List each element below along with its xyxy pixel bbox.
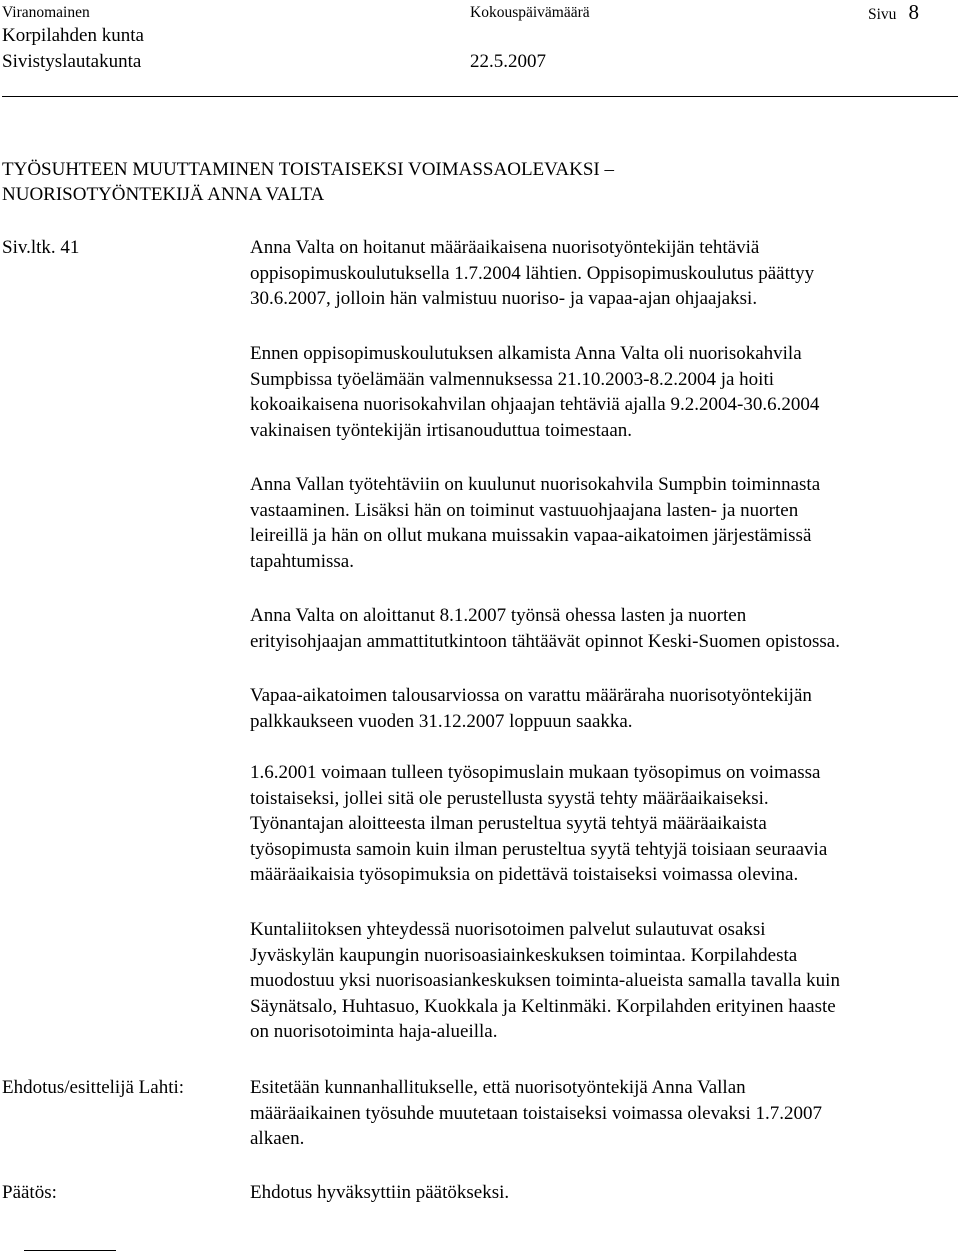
decision-label: Päätös: — [2, 1182, 57, 1203]
paragraph-line: määräaikaisia työsopimuksia on pidettävä toistaiseksi voimassa olevina. — [250, 864, 799, 886]
header-authority: Korpilahden kunta — [2, 25, 144, 46]
paragraph-line: Vapaa-aikatoimen talousarviossa on varattu määräraha nuorisotyöntekijän — [250, 685, 812, 706]
proposal-line: alkaen. — [250, 1128, 305, 1150]
paragraph-line: työsopimusta samoin kuin ilman perusteltua syytä tehtyjä toisiaan seuraavia — [250, 838, 828, 860]
item-title — [2, 157, 614, 207]
header-committee: Sivistyslautakunta — [2, 51, 142, 72]
paragraph-line: muodostuu yksi nuorisoasiankeskuksen toiminta-alueista samalla tavalla kuin — [250, 970, 840, 992]
paragraph-line: toistaiseksi, jollei sitä ole perustellusta syystä tehty määräaikaiseksi. — [250, 787, 769, 809]
section-reference: Siv.ltk. 41 — [2, 237, 80, 258]
paragraph-line: vakinaisen työntekijän irtisanouduttua toimestaan. — [250, 419, 633, 441]
paragraph-line: 30.6.2007, jolloin hän valmistuu nuoriso- ja vapaa-ajan ohjaajaksi. — [250, 288, 758, 310]
paragraph-line: Ennen oppisopimuskoulutuksen alkamista Anna Valta oli nuorisokahvila — [250, 343, 802, 364]
paragraph-7 — [250, 917, 958, 1045]
decision-line: Ehdotus hyväksyttiin päätökseksi. — [250, 1182, 510, 1203]
paragraph-line: tapahtumissa. — [250, 550, 354, 572]
paragraph-line: Säynätsalo, Huhtasuo, Kuokkala ja Keltinmäki. Korpilahden erityinen haaste — [250, 995, 836, 1017]
paragraph-6 — [250, 760, 958, 888]
paragraph-line: vastaaminen. Lisäksi hän on toiminut vastuuohjaajana lasten- ja nuorten — [250, 499, 799, 521]
paragraph-line: Työnantajan aloitteesta ilman perusteltua syytä tehtyä määräaikaista — [250, 813, 767, 835]
paragraph-5 — [250, 683, 958, 734]
page-label: Sivu — [868, 6, 897, 23]
paragraph-line: leireillä ja hän on ollut mukana muissakin vapaa-aikatoimen järjestämissä — [250, 525, 812, 547]
paragraph-line: 1.6.2001 voimaan tulleen työsopimuslain mukaan työsopimus on voimassa — [250, 762, 821, 783]
proposal-text — [250, 1075, 958, 1152]
header-divider — [2, 96, 958, 97]
paragraph-line: Jyväskylän kaupungin nuorisoasiainkeskuksen toimintaa. Korpilahdesta — [250, 944, 798, 966]
proposal-line: määräaikainen työsuhde muutetaan toistaiseksi voimassa olevaksi 1.7.2007 — [250, 1102, 822, 1124]
title-line-2: NUORISOTYÖNTEKIJÄ ANNA VALTA — [2, 184, 325, 205]
header-page — [868, 0, 919, 25]
paragraph-line: Sumpbissa työelämään valmennuksessa 21.10.2003-8.2.2004 ja hoiti — [250, 368, 775, 390]
paragraph-line: Anna Vallan työtehtäviin on kuulunut nuorisokahvila Sumpbin toiminnasta — [250, 474, 821, 495]
page-number: 8 — [908, 0, 919, 24]
paragraph-line: Anna Valta on aloittanut 8.1.2007 työnsä ohessa lasten ja nuorten — [250, 605, 747, 626]
paragraph-3 — [250, 472, 958, 574]
paragraph-line: Anna Valta on hoitanut määräaikaisena nuorisotyöntekijän tehtäviä — [250, 237, 760, 258]
paragraph-line: kokoaikaisena nuorisokahvilan ohjaajan tehtäviä ajalla 9.2.2004-30.6.2004 — [250, 394, 820, 416]
footer-divider — [24, 1250, 116, 1251]
proposal-label: Ehdotus/esittelijä Lahti: — [2, 1077, 185, 1098]
paragraph-1 — [250, 235, 958, 312]
header-meeting-date: 22.5.2007 — [470, 51, 546, 72]
paragraph-line: Kuntaliitoksen yhteydessä nuorisotoimen palvelut sulautuvat osaksi — [250, 919, 766, 940]
header-authority-label: Viranomainen — [2, 4, 90, 21]
paragraph-line: erityisohjaajan ammattitutkintoon tähtäävät opinnot Keski-Suomen opistossa. — [250, 630, 840, 652]
paragraph-4 — [250, 603, 958, 654]
paragraph-line: on nuorisotoiminta haja-alueilla. — [250, 1021, 498, 1043]
title-line-1: TYÖSUHTEEN MUUTTAMINEN TOISTAISEKSI VOIMASSAOLEVAKSI – — [2, 159, 615, 180]
paragraph-line: oppisopimuskoulutuksella 1.7.2004 lähtien. Oppisopimuskoulutus päättyy — [250, 262, 815, 284]
decision-text — [250, 1180, 958, 1206]
proposal-line: Esitetään kunnanhallitukselle, että nuorisotyöntekijä Anna Vallan — [250, 1077, 746, 1098]
paragraph-2 — [250, 341, 958, 443]
paragraph-line: palkkaukseen vuoden 31.12.2007 loppuun saakka. — [250, 710, 633, 732]
header-meeting-date-label: Kokouspäivämäärä — [470, 4, 590, 21]
